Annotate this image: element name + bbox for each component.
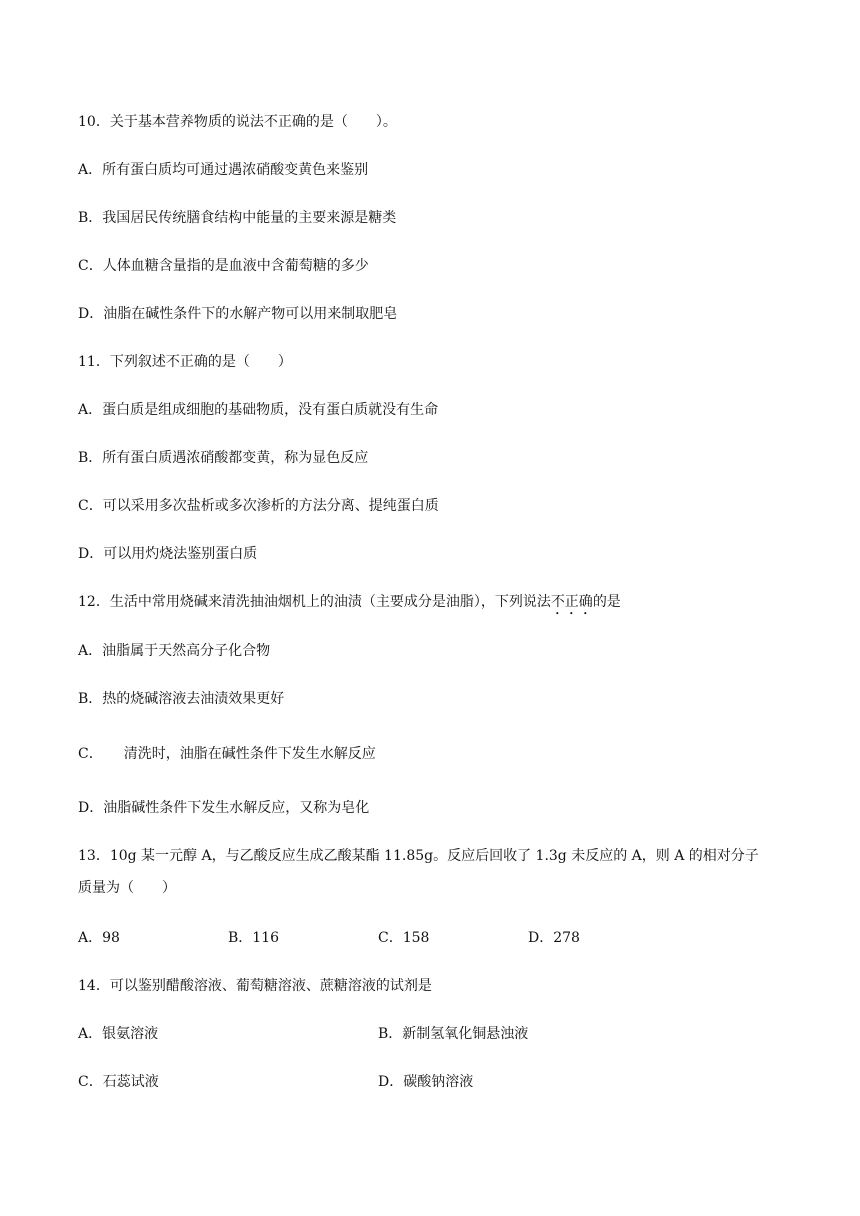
question-11-option-c: C．可以采用多次盐析或多次渗析的方法分离、提纯蛋白质 bbox=[78, 498, 439, 514]
question-13-option-b: B．116 bbox=[228, 930, 280, 946]
question-10-option-c: C．人体血糖含量指的是血液中含葡萄糖的多少 bbox=[78, 258, 369, 274]
question-14-option-a: A．银氨溶液 bbox=[78, 1026, 159, 1042]
question-10-option-d: D．油脂在碱性条件下的水解产物可以用来制取肥皂 bbox=[78, 306, 398, 322]
question-10-stem: 10．关于基本营养物质的说法不正确的是（ ）。 bbox=[78, 114, 397, 130]
question-11-option-a: A．蛋白质是组成细胞的基础物质，没有蛋白质就没有生命 bbox=[78, 402, 439, 418]
question-13-option-c: C．158 bbox=[378, 930, 430, 946]
question-12-stem-emphasis: 不正确 bbox=[550, 594, 593, 610]
question-12-stem-before: 12．生活中常用烧碱来清洗抽油烟机上的油渍（主要成分是油脂），下列说法 bbox=[78, 594, 551, 610]
question-12-stem bbox=[78, 592, 621, 618]
question-14-options-row1 bbox=[78, 1024, 798, 1044]
question-14-option-d: D．碳酸钠溶液 bbox=[378, 1074, 474, 1090]
question-12-option-a: A．油脂属于天然高分子化合物 bbox=[78, 643, 271, 659]
question-11-option-b: B．所有蛋白质遇浓硝酸都变黄，称为显色反应 bbox=[78, 450, 369, 466]
question-12-stem-after: 的是 bbox=[592, 594, 621, 610]
question-11-stem: 11．下列叙述不正确的是（ ） bbox=[78, 354, 292, 370]
question-14-option-b: B．新制氢氧化铜悬浊液 bbox=[378, 1026, 529, 1042]
question-13-options bbox=[78, 928, 798, 948]
question-12-option-d: D．油脂碱性条件下发生水解反应，又称为皂化 bbox=[78, 800, 370, 816]
question-13-stem-line2: 质量为（ ） bbox=[78, 880, 176, 896]
question-11-option-d: D．可以用灼烧法鉴别蛋白质 bbox=[78, 546, 258, 562]
question-14-options-row2 bbox=[78, 1072, 798, 1092]
question-13-option-d: D．278 bbox=[528, 930, 580, 946]
question-14-option-c: C．石蕊试液 bbox=[78, 1074, 159, 1090]
question-13-option-a: A．98 bbox=[78, 930, 120, 946]
question-13-stem-line1: 13．10g 某一元醇 A，与乙酸反应生成乙酸某酯 11.85g。反应后回收了 1.3g 未反应的 A，则 A 的相对分子 bbox=[78, 848, 759, 864]
question-10-option-a: A．所有蛋白质均可通过遇浓硝酸变黄色来鉴别 bbox=[78, 162, 369, 178]
question-10-option-b: B．我国居民传统膳食结构中能量的主要来源是糖类 bbox=[78, 210, 397, 226]
question-12-option-b: B．热的烧碱溶液去油渍效果更好 bbox=[78, 691, 285, 707]
question-14-stem: 14．可以鉴别醋酸溶液、葡萄糖溶液、蔗糖溶液的试剂是 bbox=[78, 978, 432, 994]
question-12-option-c: C． 清洗时，油脂在碱性条件下发生水解反应 bbox=[78, 746, 376, 762]
